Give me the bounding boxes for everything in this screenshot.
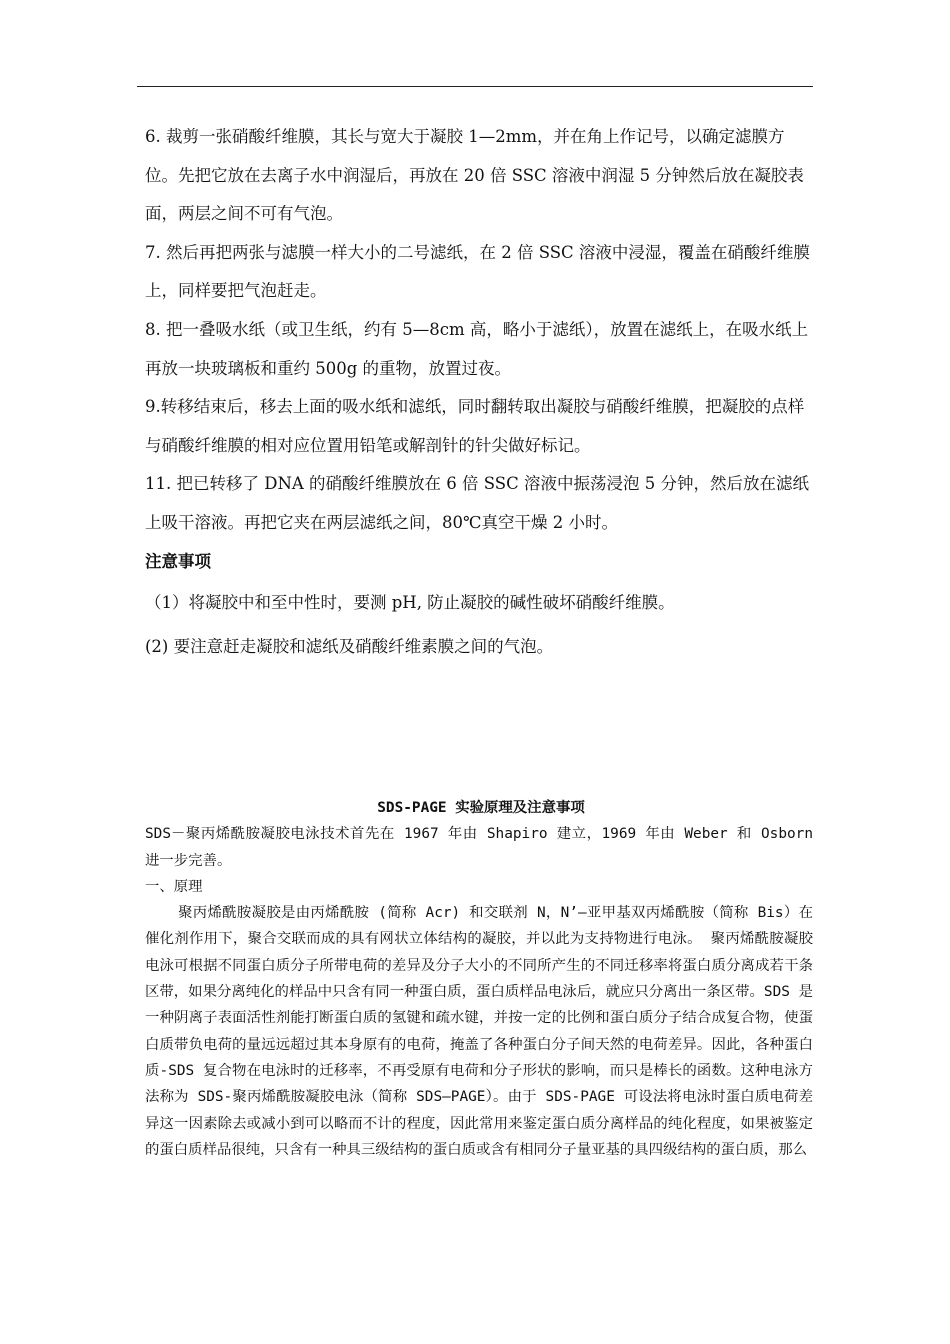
step-6: 6. 裁剪一张硝酸纤维膜，其长与宽大于凝胶 1—2mm，并在角上作记号，以确定滤膜方位。先把它放在去离子水中润湿后，再放在 20 倍 SSC 溶液中润湿 5 分钟然后放在凝胶表面，两层之间不可有气泡。 (145, 127, 804, 224)
step-9: 9.转移结束后，移去上面的吸水纸和滤纸，同时翻转取出凝胶与硝酸纤维膜，把凝胶的点样与硝酸纤维膜的相对应位置用铅笔或解剖针的针尖做好标记。 (145, 397, 805, 455)
sds-page-title: SDS-PAGE 实验原理及注意事项 (377, 800, 585, 816)
step-11: 11. 把已转移了 DNA 的硝酸纤维膜放在 6 倍 SSC 溶液中振荡浸泡 5 分钟，然后放在滤纸上吸干溶液。再把它夹在两层滤纸之间，80℃真空干燥 2 小时。 (145, 474, 809, 532)
principle-body: 聚丙烯酰胺凝胶是由丙烯酰胺 (简称 Acr) 和交联剂 N，N’—亚甲基双丙烯酰胺（简称 Bis）在催化剂作用下，聚合交联而成的具有网状立体结构的凝胶，并以此为支持物进行电泳。 聚丙烯酰胺凝胶电泳可根据不同蛋白质分子所带电荷的差异及分子大小的不同所产生的不同迁移率将蛋白质分离成若干条区带，如果分离纯化的样品中只含有同一种蛋白质，蛋白质样品电泳后，就应只分离出一条区带。SDS 是一种阴离子表面活性剂能打断蛋白质的氢键和疏水键，并按一定的比例和蛋白质分子结合成复合物，使蛋白质带负电荷的量远远超过其本身原有的电荷，掩盖了各种蛋白分子间天然的电荷差异。因此，各种蛋白质-SDS 复合物在电泳时的迁移率，不再受原有电荷和分子形状的影响，而只是棒长的函数。这种电泳方法称为 SDS-聚丙烯酰胺凝胶电泳（简称 SDS—PAGE）。由于 SDS-PAGE 可设法将电泳时蛋白质电荷差异这一因素除去或减小到可以略而不计的程度，因此常用来鉴定蛋白质分离样品的纯化程度，如果被鉴定的蛋白质样品很纯，只含有一种具三级结构的蛋白质或含有相同分子量亚基的具四级结构的蛋白质，那么 (145, 905, 813, 1158)
protocol-steps-section (145, 118, 815, 669)
notes-title: 注意事项 (145, 551, 211, 571)
sds-page-section (145, 795, 813, 1163)
header-rule (137, 86, 813, 87)
note-1: （1）将凝胶中和至中性时，要测 pH, 防止凝胶的碱性破坏硝酸纤维膜。 (145, 592, 675, 612)
principle-heading: 一、原理 (145, 878, 203, 895)
note-2: (2) 要注意赶走凝胶和滤纸及硝酸纤维素膜之间的气泡。 (145, 636, 554, 656)
step-7: 7. 然后再把两张与滤膜一样大小的二号滤纸，在 2 倍 SSC 溶液中浸湿，覆盖在硝酸纤维膜上，同样要把气泡赶走。 (145, 242, 810, 301)
sds-page-intro: SDS－聚丙烯酰胺凝胶电泳技术首先在 1967 年由 Shapiro 建立，1969 年由 Weber 和 Osborn 进一步完善。 (145, 826, 813, 869)
step-8: 8. 把一叠吸水纸（或卫生纸，约有 5—8cm 高，略小于滤纸），放置在滤纸上，在吸水纸上再放一块玻璃板和重约 500g 的重物，放置过夜。 (145, 319, 809, 378)
